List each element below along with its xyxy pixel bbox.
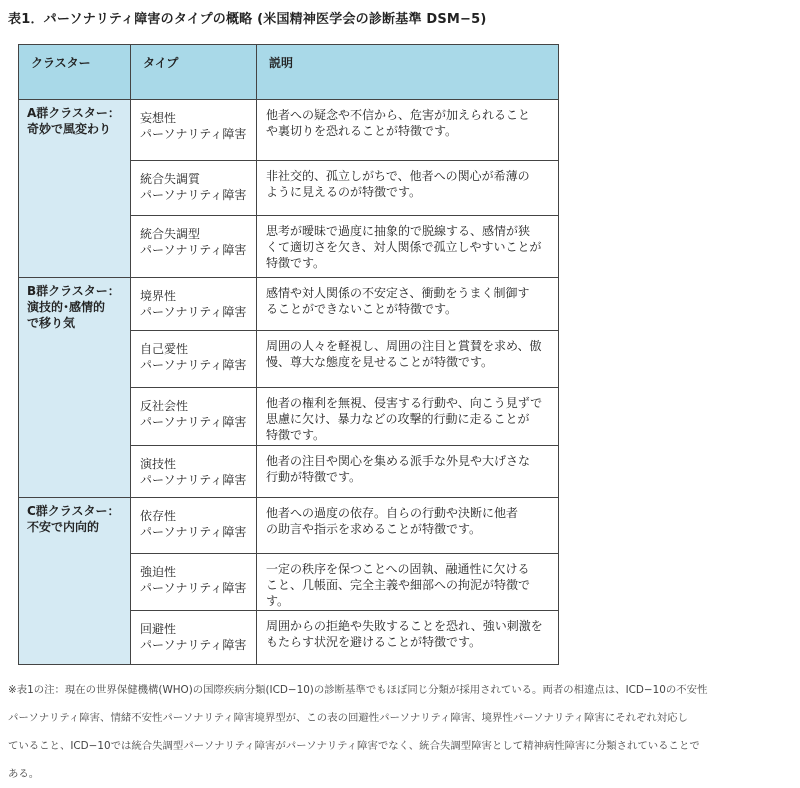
cluster-name-line: 演技的･感情的 [27, 300, 106, 314]
type-name-line: パーソナリティ障害 [140, 473, 247, 487]
description-line: 特徴です。 [266, 256, 326, 270]
footnote-line: ていること、ICD−10では統合失調型パーソナリティ障害がパーソナリティ障害でなく、統合失調型障害として精神病性障害に分類されていることで [8, 740, 700, 752]
description-line: 思考が曖昧で過度に抽象的で脱線する、感情が狭 [266, 224, 531, 238]
cluster-cell [19, 100, 131, 278]
type-name-line: パーソナリティ障害 [140, 358, 247, 372]
description-line: 慢、尊大な態度を見せることが特徴です。 [266, 355, 494, 369]
cluster-name-line: C群クラスター： [27, 504, 120, 518]
description-cell [257, 331, 559, 388]
table-footnote [8, 676, 794, 788]
description-line: 特徴です。 [266, 428, 326, 442]
type-cell [131, 331, 257, 388]
description-line: 他者の注目や関心を集める派手な外見や大げさな [266, 454, 531, 468]
description-cell [257, 554, 559, 611]
description-cell [257, 278, 559, 331]
type-cell [131, 278, 257, 331]
type-name-line: パーソナリティ障害 [140, 243, 247, 257]
description-line: 周囲の人々を軽視し、周囲の注目と賞賛を求め、傲 [266, 339, 542, 353]
type-cell [131, 100, 257, 161]
type-name-line: パーソナリティ障害 [140, 415, 247, 429]
type-name-line: 反社会性 [140, 399, 189, 413]
cluster-name-line: B群クラスター： [27, 284, 120, 298]
table-row [19, 278, 559, 331]
description-line: くて適切さを欠き、対人関係で孤立しやすいことが [266, 240, 542, 254]
type-cell [131, 611, 257, 665]
type-name-line: 境界性 [140, 289, 177, 303]
header-cluster: クラスター [19, 45, 131, 100]
footnote-line: ※表1の注：現在の世界保健機構(WHO)の国際疾病分類(ICD−10)の診断基準でもほぼ同じ分類が採用されている。両者の相違点は、ICD−10の不安性 [8, 684, 708, 696]
description-cell [257, 611, 559, 665]
type-name-line: 回避性 [140, 622, 177, 636]
description-line: 行動が特徴です。 [266, 470, 362, 484]
cluster-name-line: 不安で内向的 [27, 520, 100, 534]
type-name-line: パーソナリティ障害 [140, 581, 247, 595]
type-name-line: パーソナリティ障害 [140, 188, 247, 202]
type-name-line: 統合失調質 [140, 172, 201, 186]
description-cell [257, 388, 559, 446]
type-cell [131, 161, 257, 216]
description-line: 周囲からの拒絶や失敗することを恐れ、強い刺激を [266, 619, 543, 633]
description-line: 他者への疑念や不信から、危害が加えられること [266, 108, 531, 122]
type-name-line: 強迫性 [140, 565, 177, 579]
type-name-line: 自己愛性 [140, 342, 189, 356]
footnote-line: ある。 [8, 768, 40, 780]
table-header-row [19, 45, 559, 100]
cluster-name-line: 奇妙で風変わり [27, 122, 112, 136]
type-cell [131, 554, 257, 611]
cluster-name-line: A群クラスター： [27, 106, 120, 120]
table-row [19, 498, 559, 554]
page-title: 表1．パーソナリティ障害のタイプの概略 (米国精神医学会の診断基準 DSM−5) [8, 12, 487, 27]
type-name-line: パーソナリティ障害 [140, 525, 247, 539]
header-description: 説明 [257, 45, 559, 100]
footnote-line: パーソナリティ障害、情緒不安性パーソナリティ障害境界型が、この表の回避性パーソナリティ障害、境界性パーソナリティ障害にそれぞれ対応し [8, 712, 688, 724]
description-line: す。 [266, 594, 290, 608]
type-name-line: 統合失調型 [140, 227, 201, 241]
personality-disorder-table [18, 44, 559, 665]
type-cell [131, 388, 257, 446]
description-line: 非社交的、孤立しがちで、他者への関心が希薄の [266, 169, 530, 183]
type-cell [131, 498, 257, 554]
description-line: こと、几帳面、完全主義や細部への拘泥が特徴で [266, 578, 531, 592]
description-line: 他者への過度の依存。自らの行動や決断に他者 [266, 506, 519, 520]
description-line: 他者の権利を無視、侵害する行動や、向こう見ずで [266, 396, 543, 410]
description-line: ように見えるのが特徴です。 [266, 185, 422, 199]
description-line: 一定の秩序を保つことへの固執、融通性に欠ける [266, 562, 530, 576]
cluster-name-line: で移り気 [27, 316, 76, 330]
description-line: 思慮に欠け、暴力などの攻撃的行動に走ることが [266, 412, 530, 426]
header-type: タイプ [131, 45, 257, 100]
description-cell [257, 161, 559, 216]
description-cell [257, 216, 559, 278]
description-line: ることができないことが特徴です。 [266, 302, 458, 316]
type-name-line: パーソナリティ障害 [140, 127, 247, 141]
type-name-line: 妄想性 [140, 111, 177, 125]
description-cell [257, 100, 559, 161]
cluster-cell [19, 278, 131, 498]
type-cell [131, 446, 257, 498]
description-line: の助言や指示を求めることが特徴です。 [266, 522, 482, 536]
description-cell [257, 446, 559, 498]
type-cell [131, 216, 257, 278]
description-cell [257, 498, 559, 554]
description-line: や裏切りを恐れることが特徴です。 [266, 124, 458, 138]
description-line: 感情や対人関係の不安定さ、衝動をうまく制御す [266, 286, 530, 300]
table-row [19, 100, 559, 161]
type-name-line: 演技性 [140, 457, 177, 471]
type-name-line: 依存性 [140, 509, 177, 523]
description-line: もたらす状況を避けることが特徴です。 [266, 635, 482, 649]
cluster-cell [19, 498, 131, 665]
type-name-line: パーソナリティ障害 [140, 638, 247, 652]
type-name-line: パーソナリティ障害 [140, 305, 247, 319]
